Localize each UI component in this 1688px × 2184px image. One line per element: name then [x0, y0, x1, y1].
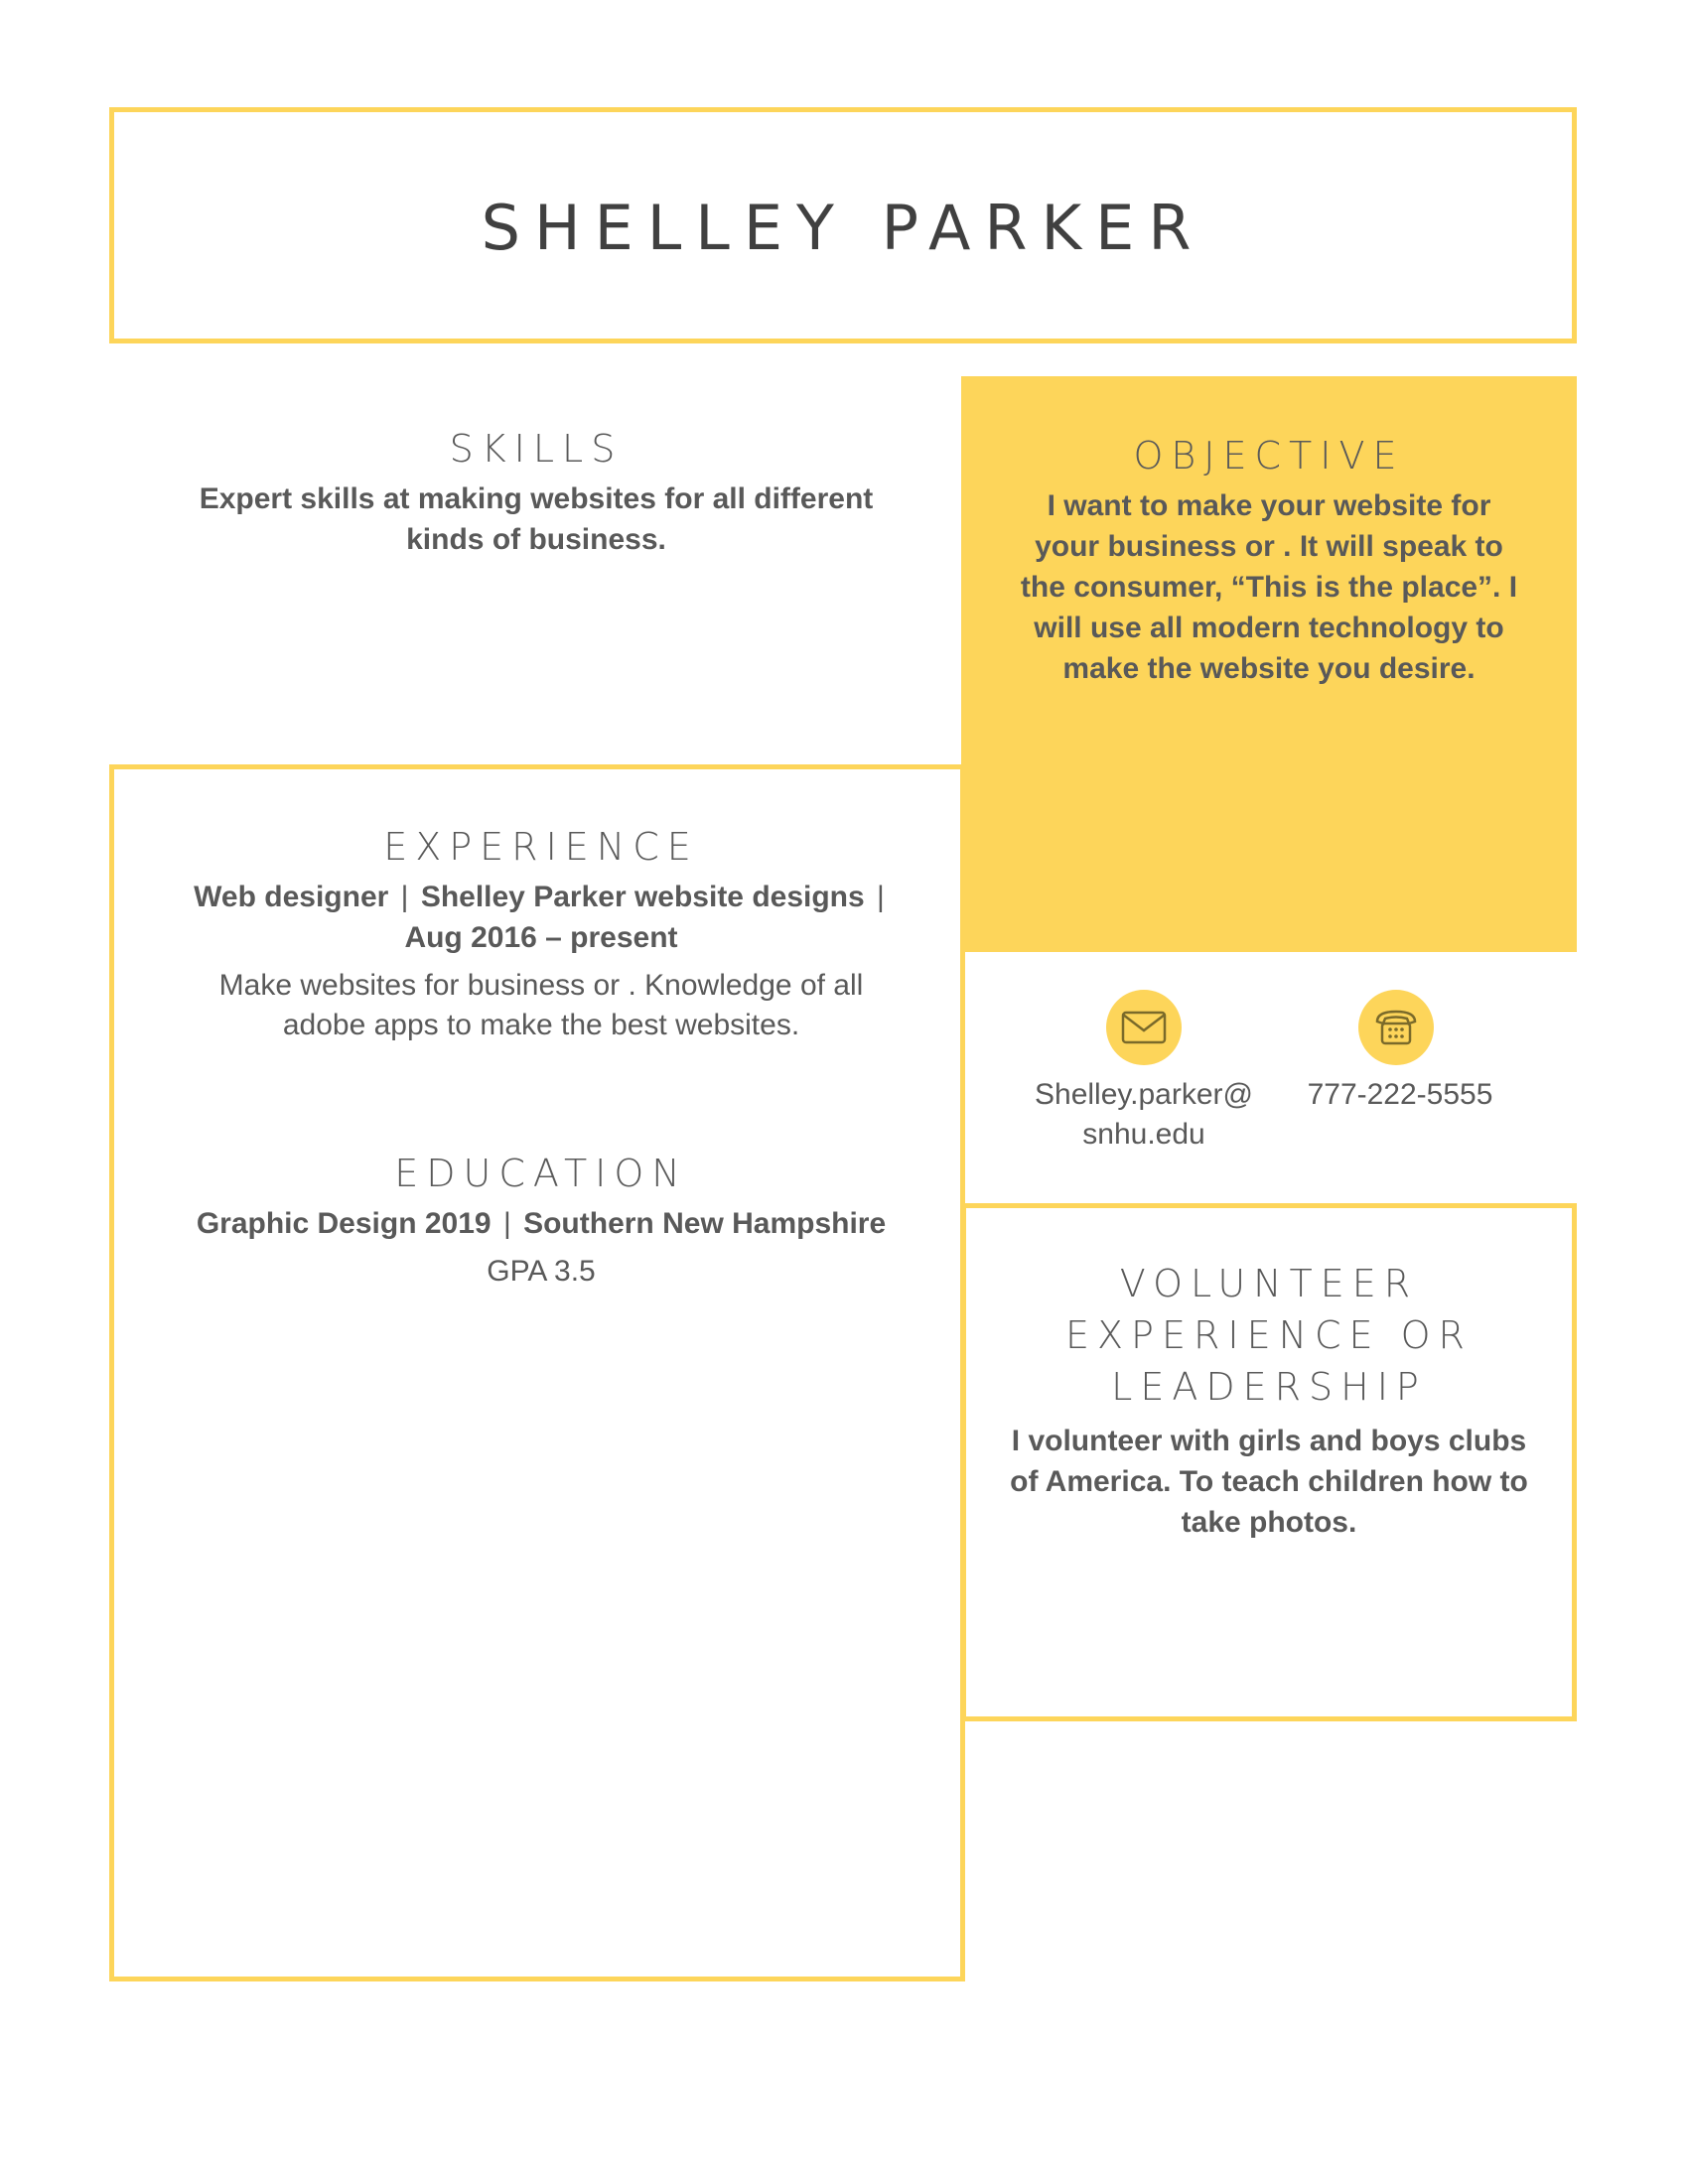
objective-text: I want to make your website for your business or . It will speak to the consumer, “This is the place”. I will use all modern technology to make the website you desire.	[1020, 489, 1518, 685]
divider: |	[502, 1207, 511, 1240]
experience-role: Web designer	[194, 881, 389, 913]
experience-heading: EXPERIENCE	[383, 825, 699, 869]
experience-description: Make websites for business or . Knowledge of all adobe apps to make the best websites.	[218, 969, 864, 1041]
telephone-icon	[1358, 990, 1434, 1065]
divider: |	[877, 881, 885, 913]
skills-heading: SKILLS	[449, 427, 624, 471]
experience-job-line	[174, 877, 909, 958]
skills-text: Expert skills at making websites for all different kinds of business.	[199, 482, 874, 556]
education-gpa: GPA 3.5	[487, 1255, 596, 1288]
skills-section	[179, 427, 894, 560]
email-address: Shelley.parker@ snhu.edu	[1035, 1078, 1253, 1151]
experience-section	[174, 825, 909, 1045]
volunteer-text: I volunteer with girls and boys clubs of America. To teach children how to take photos.	[1010, 1425, 1528, 1539]
phone-number: 777-222-5555	[1307, 1078, 1493, 1111]
volunteer-heading: VOLUNTEER EXPERIENCE OR LEADERSHIP	[1065, 1262, 1473, 1409]
page-title: SHELLEY PARKER	[481, 192, 1205, 264]
objective-heading: OBJECTIVE	[1133, 434, 1405, 478]
education-line	[174, 1203, 909, 1244]
volunteer-section	[961, 1203, 1577, 1721]
divider: |	[400, 881, 409, 913]
experience-education-box	[109, 764, 965, 1981]
education-degree: Graphic Design 2019	[196, 1207, 492, 1240]
envelope-icon	[1106, 990, 1182, 1065]
education-heading: EDUCATION	[394, 1152, 688, 1195]
education-school: Southern New Hampshire	[523, 1207, 887, 1240]
education-section	[174, 1152, 909, 1292]
objective-section	[961, 376, 1577, 952]
name-header-box	[109, 107, 1577, 343]
experience-company: Shelley Parker website designs	[420, 881, 865, 913]
experience-dates: Aug 2016 – present	[404, 921, 678, 954]
